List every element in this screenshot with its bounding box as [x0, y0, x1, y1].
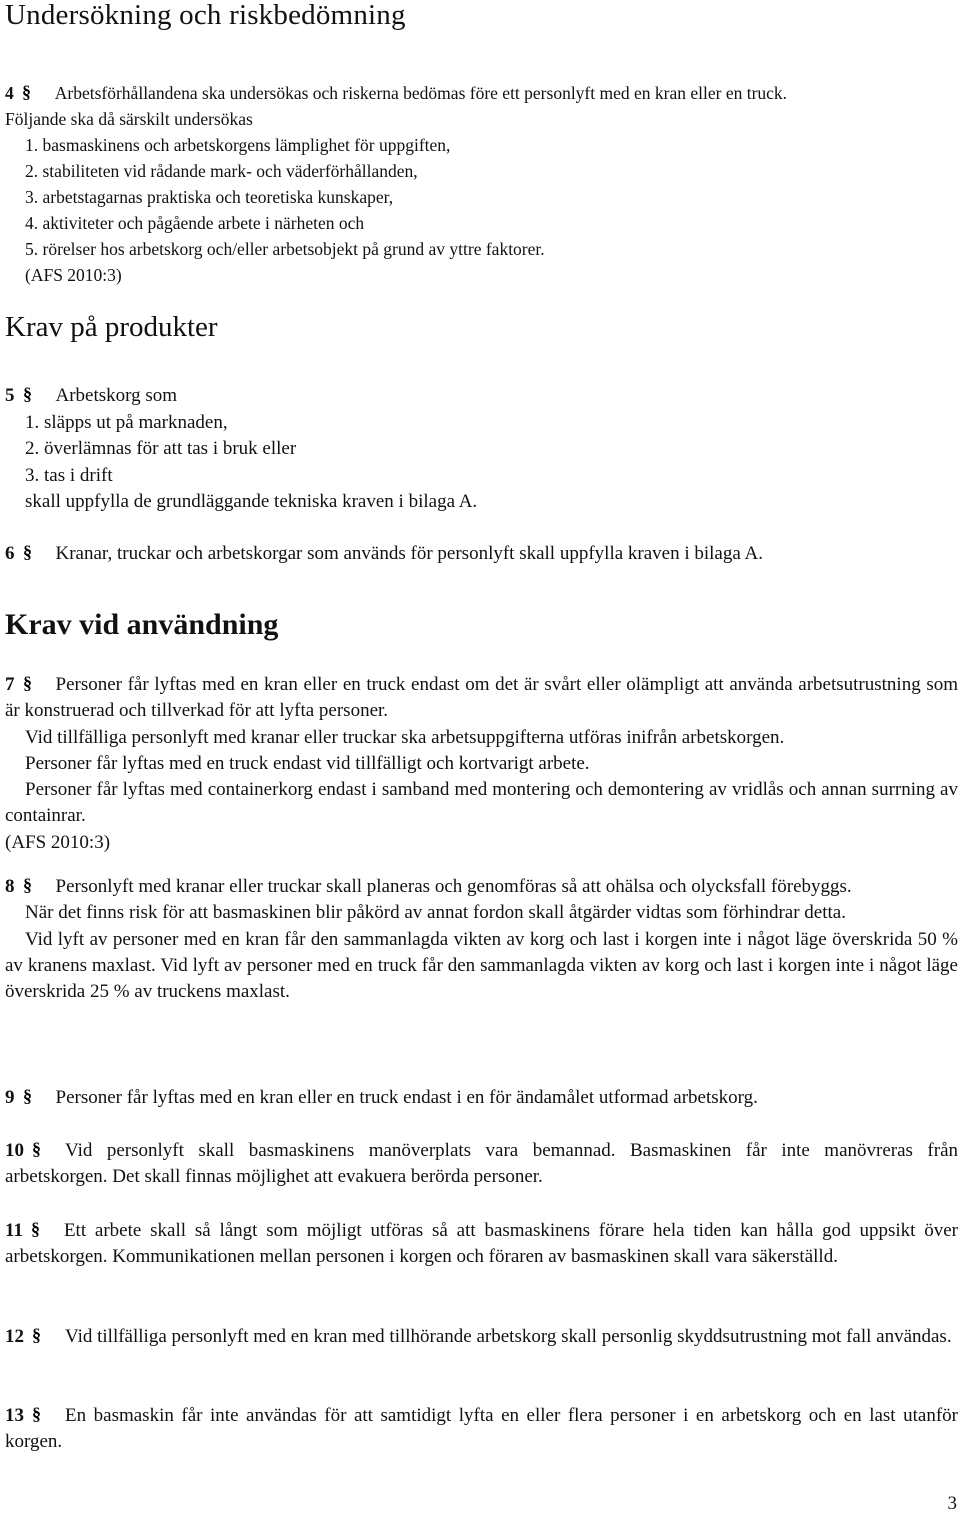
- list-item: 3. tas i drift: [25, 464, 113, 486]
- section-sign-icon: [32, 1140, 45, 1159]
- list-item: 1. släpps ut på marknaden,: [25, 411, 228, 433]
- section-8-p2: När det finns risk för att basmaskinen blir påkörd av annat fordon skall åtgärder vidtas som förhindrar detta.: [25, 902, 846, 924]
- section-5-intro-text: Arbetskorg som: [55, 385, 178, 406]
- section-5-intro: [5, 383, 958, 410]
- section-number: 6: [5, 543, 15, 564]
- section-8: [5, 874, 958, 1005]
- section-5: [5, 383, 958, 516]
- section-7-p4: Personer får lyftas med containerkorg endast i samband med montering och demontering av vridlås och annan surrning av containrar.: [5, 779, 958, 827]
- section-7: [5, 672, 958, 856]
- section-sign-icon: [23, 385, 36, 404]
- section-11-text: Ett arbete skall så långt som möjligt utföras så att basmaskinens förare hela tiden kan hålla god uppsikt över arbetskorgen. Kommunikationen mellan personen i korgen och föraren av basmaskinen skall vara säkerställd.: [5, 1220, 958, 1268]
- section-sign-icon: [22, 83, 35, 102]
- svg-text:§: §: [22, 876, 32, 895]
- section-number: 7: [5, 674, 15, 695]
- section-10: [5, 1138, 958, 1191]
- section-4-ref: (AFS 2010:3): [25, 265, 122, 285]
- section-sign-icon: [31, 1220, 44, 1239]
- svg-text:§: §: [22, 543, 32, 562]
- section-sign-icon: [23, 674, 36, 693]
- svg-text:§: §: [22, 1087, 32, 1106]
- section-number: 11: [5, 1220, 23, 1241]
- section-8-p1: [5, 874, 958, 900]
- section-number: 5: [5, 385, 15, 406]
- section-12: [5, 1324, 958, 1350]
- section-8-p3: Vid lyft av personer med en kran får den sammanlagda vikten av korg och last i korgen inte i något läge överskrida 50 % av kranens maxlast. Vid lyft av personer med en truck får den sammanlagda vikten av korg och last i korgen inte i något läge överskrida 25 % av truckens maxlast.: [5, 928, 958, 1003]
- section-number: 10: [5, 1140, 24, 1161]
- list-item: 2. överlämnas för att tas i bruk eller: [25, 438, 297, 459]
- svg-text:§: §: [32, 1405, 41, 1424]
- section-sign-icon: [23, 543, 36, 562]
- svg-text:§: §: [30, 1220, 40, 1239]
- list-item: 1. basmaskinens och arbetskorgens lämplighet för uppgiften,: [25, 135, 451, 155]
- section-4-intro-text: Arbetsförhållandena ska undersökas och riskerna bedömas före ett personlyft med en kran eller en truck.: [54, 83, 788, 103]
- section-7-p1: [5, 672, 958, 725]
- section-10-text: Vid personlyft skall basmaskinens manöverplats vara bemannad. Basmaskinen får inte manövreras från arbetskorgen. Det skall finnas möjlighet att evakuera berörda personer.: [5, 1140, 958, 1188]
- section-6-text: Kranar, truckar och arbetskorgar som används för personlyft skall uppfylla kraven i bilaga A.: [55, 543, 763, 564]
- section-7-p3: Personer får lyftas med en truck endast vid tillfälligt och kortvarigt arbete.: [25, 752, 590, 774]
- svg-text:§: §: [21, 83, 31, 102]
- list-item: 3. arbetstagarnas praktiska och teoretiska kunskaper,: [25, 187, 394, 207]
- section-5-closing: skall uppfylla de grundläggande tekniska kraven i bilaga A.: [25, 491, 478, 512]
- section-11: [5, 1218, 958, 1271]
- svg-text:§: §: [32, 1326, 41, 1345]
- section-4-line2: Följande ska då särskilt undersökas: [5, 109, 253, 129]
- page-number: 3: [947, 1493, 957, 1514]
- heading-undersokning: Undersökning och riskbedömning: [5, 0, 406, 31]
- section-sign-icon: [32, 1405, 45, 1424]
- section-4: [5, 80, 958, 288]
- svg-text:§: §: [22, 385, 32, 404]
- list-item: 5. rörelser hos arbetskorg och/eller arbetsobjekt på grund av yttre faktorer.: [25, 239, 545, 259]
- paragraph-text: Personlyft med kranar eller truckar skall planeras och genomföras så att ohälsa och olycksfall förebyggs.: [55, 876, 852, 897]
- section-12-text: Vid tillfälliga personlyft med en kran med tillhörande arbetskorg skall personlig skyddsutrustning mot fall användas.: [65, 1326, 952, 1347]
- section-sign-icon: [23, 876, 36, 895]
- section-7-ref: (AFS 2010:3): [5, 831, 111, 853]
- section-number: 9: [5, 1087, 15, 1108]
- section-6: [5, 541, 958, 567]
- svg-text:§: §: [32, 1140, 41, 1159]
- section-sign-icon: [32, 1326, 45, 1345]
- section-sign-icon: [23, 1087, 36, 1106]
- section-7-p2: Vid tillfälliga personlyft med kranar eller truckar ska arbetsuppgifterna utföras inifrån arbetskorgen.: [25, 726, 785, 748]
- heading-krav-anvandning: Krav vid användning: [5, 608, 279, 641]
- section-number: 8: [5, 876, 15, 897]
- section-number: 4: [5, 83, 14, 103]
- list-item: 2. stabiliteten vid rådande mark- och väderförhållanden,: [25, 161, 418, 181]
- heading-krav-produkter: Krav på produkter: [5, 311, 218, 343]
- section-13-text: En basmaskin får inte användas för att samtidigt lyfta en eller flera personer i en arbetskorg och en last utanför korgen.: [5, 1405, 958, 1453]
- section-number: 12: [5, 1326, 24, 1347]
- section-9: [5, 1085, 958, 1111]
- section-13: [5, 1403, 958, 1456]
- section-9-text: Personer får lyftas med en kran eller en truck endast i en för ändamålet utformad arbetskorg.: [55, 1087, 758, 1108]
- paragraph-text: Personer får lyftas med en kran eller en truck endast om det är svårt eller olämpligt att använda arbetsutrustning som är konstruerad och tillverkad för att lyfta personer.: [5, 674, 958, 722]
- section-number: 13: [5, 1405, 24, 1426]
- svg-text:§: §: [22, 674, 32, 693]
- section-4-intro: [5, 80, 958, 106]
- list-item: 4. aktiviteter och pågående arbete i närheten och: [25, 213, 365, 233]
